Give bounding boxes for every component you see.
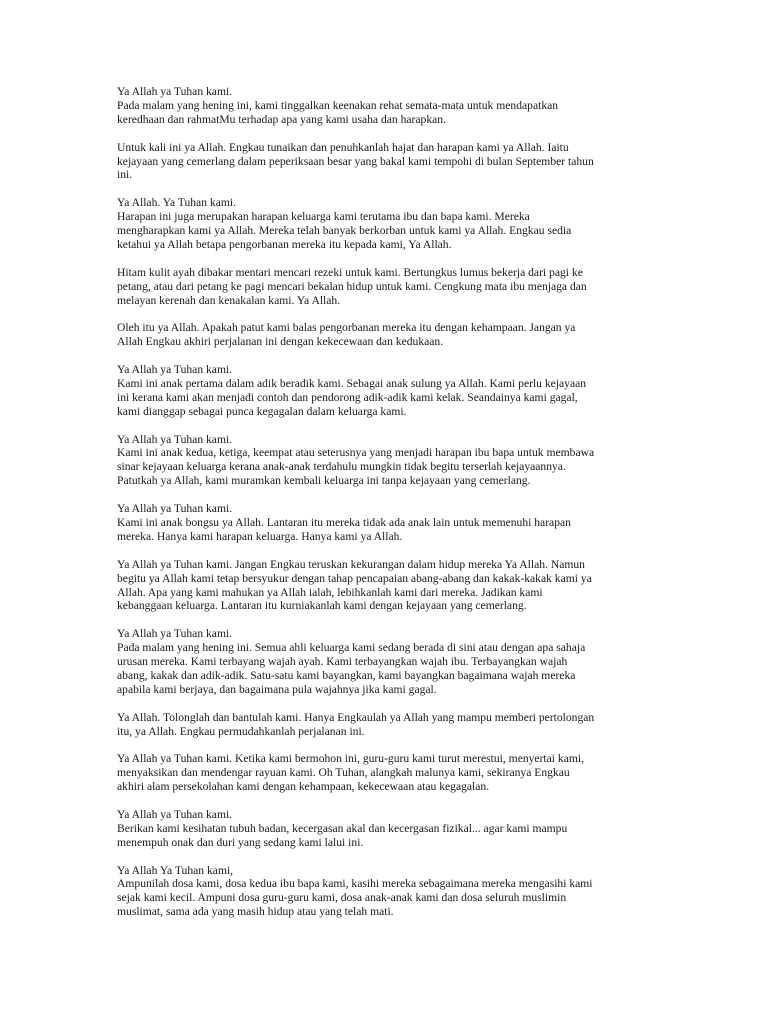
text-line: Ampunilah dosa kami, dosa kedua ibu bapa kami, kasihi mereka sebagaimana mereka mengasihi kami: [117, 877, 593, 891]
text-line: kejayaan yang cemerlang dalam peperiksaan besar yang bakal kami tempohi di bulan September tahun: [117, 154, 594, 168]
text-line: Ya Allah ya Tuhan kami.: [117, 85, 233, 98]
text-line: ini.: [117, 168, 133, 182]
text-line: Oleh itu ya Allah. Apakah patut kami balas pengorbanan mereka itu dengan kehampaan. Jangan ya: [117, 321, 576, 335]
paragraph: [117, 711, 653, 739]
text-line: Ya Allah ya Tuhan kami.: [117, 807, 233, 821]
paragraph: [117, 363, 653, 419]
text-line: Ya Allah. Tolonglah dan bantulah kami. Hanya Engkaulah ya Allah yang mampu memberi pertolongan: [117, 710, 595, 724]
text-line: Ya Allah ya Tuhan kami.: [117, 627, 233, 641]
text-line: mengharapkan kami ya Allah. Mereka telah banyak berkorban untuk kami ya Allah. Engkau sedia: [117, 224, 572, 238]
paragraph: [117, 502, 653, 544]
text-line: apabila kami berjaya, dan bagaimana pula wajahnya jika kami gagal.: [117, 682, 437, 696]
text-line: sinar kejayaan keluarga kerana anak-anak terdahulu mungkin tidak begitu terserlah kejayaannya.: [117, 460, 566, 474]
text-line: begitu ya Allah kami tetap bersyukur dengan tahap pencapaian abang-abang dan kakak-kakak kami ya: [117, 571, 592, 585]
text-line: Allah. Apa yang kami mahukan ya Allah ialah, lebihkanlah kami dari mereka. Jadikan kami: [117, 585, 543, 599]
paragraph: [117, 196, 653, 252]
text-line: Ya Allah Ya Tuhan kami,: [117, 863, 234, 877]
text-line: Kami ini anak pertama dalam adik beradik kami. Sebagai anak sulung ya Allah. Kami perlu kejayaan: [117, 376, 587, 390]
paragraph: [117, 266, 653, 308]
text-line: Ya Allah ya Tuhan kami. Ketika kami bermohon ini, guru-guru kami turut merestui, menyertai kami,: [117, 752, 585, 766]
text-line: Hitam kulit ayah dibakar mentari mencari rezeki untuk kami. Bertungkus lumus bekerja dari pagi ke: [117, 265, 583, 279]
text-line: kami dianggap sebagai punca kegagalan dalam keluarga kami.: [117, 404, 407, 418]
text-line: Allah Engkau akhiri perjalanan ini dengan kekecewaan dan kedukaan.: [117, 335, 444, 349]
text-line: urusan mereka. Kami terbayang wajah ayah. Kami terbayangkan wajah ibu. Terbayangkan wajah: [117, 655, 568, 669]
text-line: menyaksikan dan mendengar rayuan kami. Oh Tuhan, alangkah malunya kami, sekiranya Engkau: [117, 766, 570, 780]
paragraph: [117, 627, 653, 697]
text-line: ini kerana kami akan menjadi contoh dan pendorong adik-adik kami kelak. Seandainya kami gagal,: [117, 390, 578, 404]
text-line: melayan kerenah dan kenakalan kami. Ya Allah.: [117, 293, 341, 307]
text-line: itu, ya Allah. Engkau permudahkanlah perjalanan ini.: [117, 724, 365, 738]
text-line: Kami ini anak kedua, ketiga, keempat atau seterusnya yang menjadi harapan ibu bapa untuk membawa: [117, 446, 595, 460]
text-line: Kami ini anak bongsu ya Allah. Lantaran itu mereka tidak ada anak lain untuk memenuhi harapan: [117, 515, 571, 529]
text-line: kebanggaan keluarga. Lantaran itu kurniakanlah kami dengan kejayaan yang cemerlang.: [117, 599, 527, 613]
text-line: mereka. Hanya kami harapan keluarga. Hanya kami ya Allah.: [117, 529, 403, 543]
text-line: Berikan kami kesihatan tubuh badan, kecergasan akal dan kecergasan fizikal... agar kami mampu: [117, 821, 568, 835]
paragraph: [117, 808, 653, 850]
text-line: sejak kami kecil. Ampuni dosa guru-guru kami, dosa anak-anak kami dan dosa seluruh muslimin: [117, 891, 567, 905]
paragraph: [117, 864, 653, 920]
text-line: Ya Allah ya Tuhan kami.: [117, 502, 233, 516]
paragraph: [117, 752, 653, 794]
text-line: Ya Allah. Ya Tuhan kami.: [117, 196, 236, 210]
text-line: Patutkah ya Allah, kami muramkan kembali keluarga ini tanpa kejayaan yang cemerlang.: [117, 474, 531, 488]
text-line: keredhaan dan rahmatMu terhadap apa yang kami usaha dan harapkan.: [117, 112, 446, 126]
text-line: Pada malam yang hening ini. Semua ahli keluarga kami sedang berada di sini atau dengan apa sahaja: [117, 641, 586, 655]
text-line: menempuh onak dan duri yang sedang kami lalui ini.: [117, 835, 364, 849]
paragraph: [117, 321, 653, 349]
text-line: muslimat, sama ada yang masih hidup atau yang telah mati.: [117, 905, 394, 919]
text-line: Ya Allah ya Tuhan kami.: [117, 432, 233, 446]
text-line: Harapan ini juga merupakan harapan keluarga kami terutama ibu dan bapa kami. Mereka: [117, 210, 530, 224]
text-line: Pada malam yang hening ini, kami tinggalkan keenakan rehat semata-mata untuk mendapatkan: [117, 98, 559, 112]
paragraph: [117, 85, 653, 127]
text-line: Untuk kali ini ya Allah. Engkau tunaikan dan penuhkanlah hajat dan harapan kami ya Allah. Iaitu: [117, 140, 569, 154]
text-line: akhiri alam persekolahan kami dengan kehampaan, kekecewaan atau kegagalan.: [117, 780, 490, 794]
paragraph: [117, 558, 653, 614]
paragraph: [117, 433, 653, 489]
document-body: [117, 85, 653, 933]
text-line: abang, kakak dan adik-adik. Satu-satu kami bayangkan, kami bayangkan bagaimana wajah mereka: [117, 668, 576, 682]
text-line: ketahui ya Allah betapa pengorbanan mereka itu kepada kami, Ya Allah.: [117, 237, 452, 251]
paragraph: [117, 141, 653, 183]
text-line: petang, atau dari petang ke pagi mencari bekalan hidup untuk kami. Cengkung mata ibu menjaga dan: [117, 279, 587, 293]
text-line: Ya Allah ya Tuhan kami. Jangan Engkau teruskan kekurangan dalam hidup mereka Ya Allah. Namun: [117, 557, 585, 571]
text-line: Ya Allah ya Tuhan kami.: [117, 363, 233, 377]
